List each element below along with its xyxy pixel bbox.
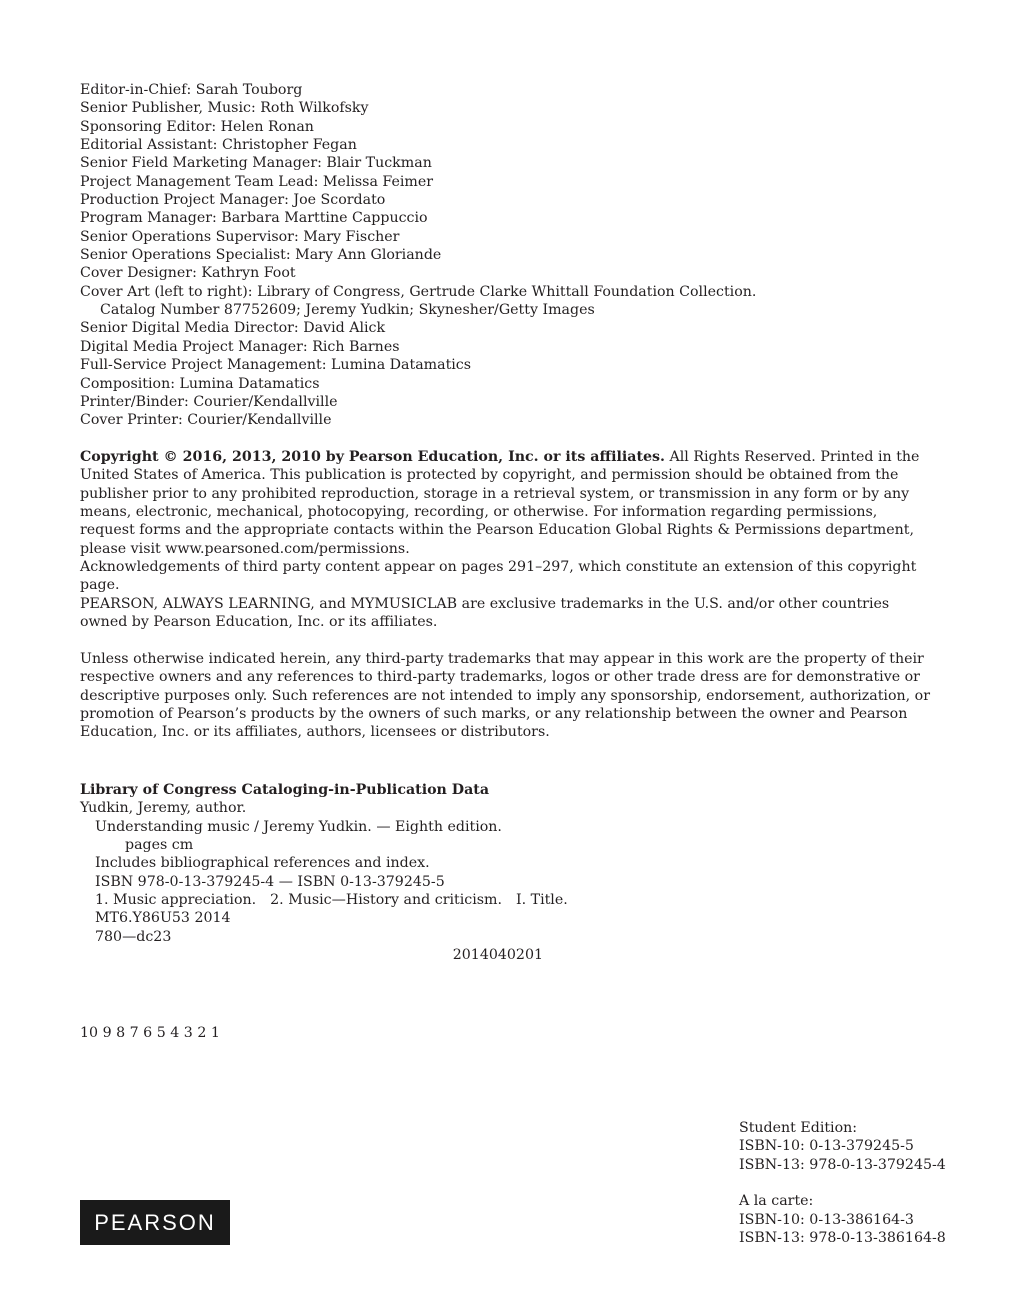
copyright-body: All Rights Reserved. Printed in the United States of America. This publication is protected by copyright, and permission should be obtained from the publisher prior to any prohibited reproduction, storage in a retrieval system, or transmission in any form or by any means, electronic, mechanical, photocopying, recording, or otherwise. For information regarding permissions, request forms and the appropriate contacts within the Pearson Education Global Rights & Permissions department, please visit www.pearsoned.com/permissions. — [80, 449, 920, 557]
credit-line: Editorial Assistant: Christopher Fegan — [80, 137, 357, 154]
cip-notes: Includes bibliographical references and index. — [95, 855, 430, 872]
copyright-statement: Copyright © 2016, 2013, 2010 by Pearson Education, Inc. or its affiliates. — [80, 449, 665, 465]
student-isbn13: ISBN-13: 978-0-13-379245-4 — [739, 1156, 946, 1173]
credit-line: Senior Operations Specialist: Mary Ann Gloriande — [80, 247, 442, 264]
credit-line: Project Management Team Lead: Melissa Feimer — [80, 173, 434, 190]
acknowledgements-text: Acknowledgements of third party content appear on pages 291–297, which constitute an extension of this copyright page. — [80, 559, 917, 594]
credit-line: Senior Operations Supervisor: Mary Fischer — [80, 228, 400, 245]
student-isbn10: ISBN-10: 0-13-379245-5 — [739, 1138, 914, 1155]
credit-line: Cover Printer: Courier/Kendallville — [80, 412, 332, 429]
credit-line: Senior Digital Media Director: David Alick — [80, 320, 386, 337]
cip-subject: I. Title. — [515, 892, 568, 909]
acknowledgements-notice — [80, 558, 930, 595]
credit-line: Digital Media Project Manager: Rich Barnes — [80, 338, 400, 355]
cip-lccn: 2014040201 — [452, 947, 543, 964]
credit-line: Program Manager: Barbara Marttine Cappuccio — [80, 210, 428, 227]
cip-lc-class: MT6.Y86U53 2014 — [95, 910, 231, 927]
alacarte-isbn10: ISBN-10: 0-13-386164-3 — [739, 1211, 914, 1228]
third-party-text: Unless otherwise indicated herein, any third-party trademarks that may appear in this work are the property of their respective owners and any references to third-party trademarks, logos or other trade dress are for demonstrative or descriptive purposes only. Such references are not intended to imply any sponsorship, endorsement, authorization, or promotion of Pearson’s products by the owners of such marks, or any relationship between the owner and Pearson Education, Inc. or its affiliates, authors, licensees or distributors. — [80, 651, 930, 741]
cip-subject: 2. Music—History and criticism. — [270, 892, 502, 909]
credit-line: Senior Field Marketing Manager: Blair Tuckman — [80, 155, 432, 172]
alacarte-label: A la carte: — [739, 1193, 814, 1210]
credit-line: Senior Publisher, Music: Roth Wilkofsky — [80, 100, 369, 117]
credit-line: Sponsoring Editor: Helen Ronan — [80, 118, 314, 135]
cip-subjects — [80, 891, 568, 909]
isbn-block — [739, 1119, 946, 1247]
cip-dewey: 780—dc23 — [95, 928, 172, 945]
credit-line: Printer/Binder: Courier/Kendallville — [80, 393, 338, 410]
credit-line: Production Project Manager: Joe Scordato — [80, 192, 386, 209]
third-party-notice — [80, 650, 930, 742]
pearson-logo — [80, 1200, 230, 1245]
student-edition-label: Student Edition: — [739, 1120, 858, 1136]
copyright-notice — [80, 448, 930, 558]
trademarks-text: PEARSON, ALWAYS LEARNING, and MYMUSICLAB are exclusive trademarks in the U.S. and/or other countries owned by Pearson Education, Inc. or its affiliates. — [80, 596, 890, 631]
cip-heading: Library of Congress Cataloging-in-Publication Data — [80, 782, 490, 798]
logo-text: PEARSON — [94, 1209, 216, 1235]
alacarte-isbn13: ISBN-13: 978-0-13-386164-8 — [739, 1230, 946, 1247]
cip-subject: 1. Music appreciation. — [95, 892, 257, 909]
staff-credits — [80, 81, 940, 430]
credit-line: Full-Service Project Management: Lumina Datamatics — [80, 357, 472, 374]
cip-title-line: Understanding music / Jeremy Yudkin. — Eighth edition. — [95, 818, 502, 835]
credit-line: Cover Designer: Kathryn Foot — [80, 265, 296, 282]
credit-line: Cover Art (left to right): Library of Congress, Gertrude Clarke Whittall Foundation Collection. — [80, 283, 757, 300]
printing-line: 10 9 8 7 6 5 4 3 2 1 — [80, 1025, 220, 1041]
cip-author: Yudkin, Jeremy, author. — [80, 800, 247, 817]
credit-line: Catalog Number 87752609; Jeremy Yudkin; Skynesher/Getty Images — [100, 302, 595, 319]
credit-line: Editor-in-Chief: Sarah Touborg — [80, 82, 303, 98]
cip-isbn: ISBN 978-0-13-379245-4 — ISBN 0-13-379245-5 — [95, 873, 445, 890]
credit-line: Composition: Lumina Datamatics — [80, 375, 320, 392]
cip-pages: pages cm — [125, 837, 194, 854]
trademarks-notice — [80, 595, 930, 632]
cip-data-block — [80, 781, 568, 964]
